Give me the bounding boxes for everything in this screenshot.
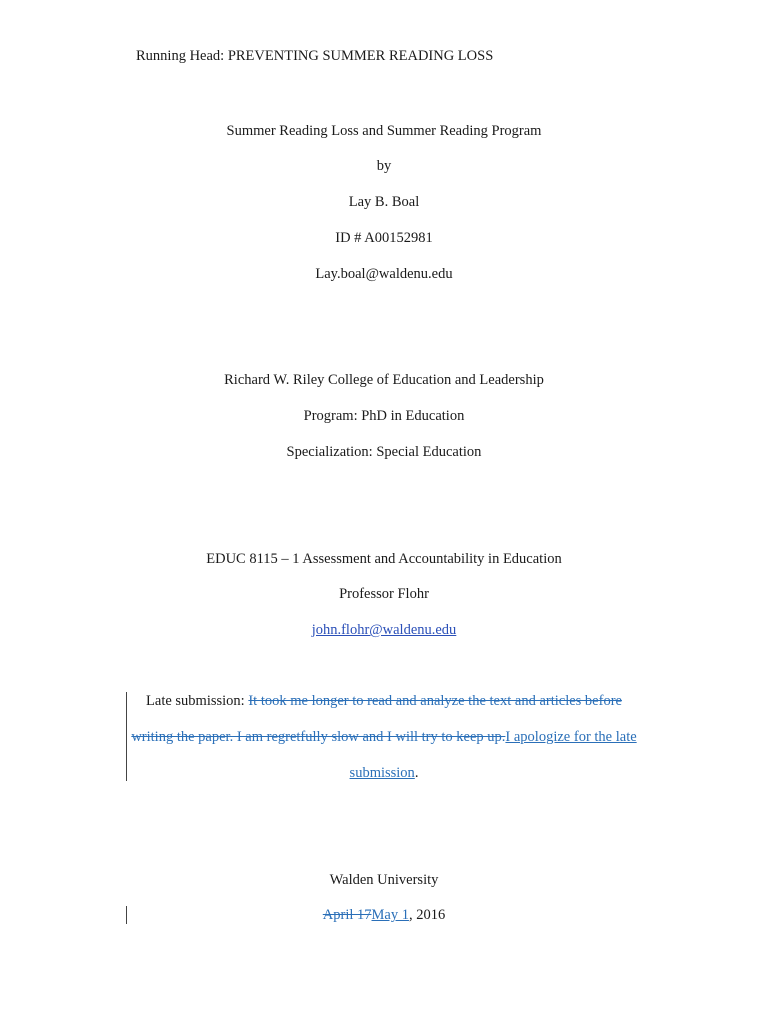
late-note-line-2 bbox=[0, 728, 768, 746]
university-name: Walden University bbox=[329, 872, 439, 888]
student-id: ID # A00152981 bbox=[335, 230, 433, 246]
program-name: Program: PhD in Education bbox=[303, 408, 465, 424]
professor-name: Professor Flohr bbox=[339, 586, 429, 602]
course-name: EDUC 8115 – 1 Assessment and Accountability in Education bbox=[206, 551, 562, 567]
college-name: Richard W. Riley College of Education and Leadership bbox=[224, 372, 544, 388]
professor-email-link[interactable]: john.flohr@waldenu.edu bbox=[311, 622, 457, 638]
late-note-line-1 bbox=[0, 692, 768, 710]
paper-title: Summer Reading Loss and Summer Reading Program bbox=[226, 123, 542, 139]
late-note-deleted-1: It took me longer to read and analyze the text and articles before bbox=[248, 693, 622, 709]
late-note-inserted-2: submission bbox=[349, 765, 415, 781]
late-note-label: Late submission: bbox=[146, 693, 249, 709]
date-deleted: April 17 bbox=[322, 907, 372, 923]
late-note-line-3 bbox=[0, 764, 768, 782]
submission-date bbox=[0, 906, 768, 924]
by-line: by bbox=[376, 158, 392, 174]
specialization-name: Specialization: Special Education bbox=[286, 444, 482, 460]
late-note-deleted-2: writing the paper. I am regretfully slow and I will try to keep up. bbox=[131, 729, 506, 745]
late-note-inserted-1: I apologize for the late bbox=[505, 729, 637, 745]
date-inserted: May 1 bbox=[371, 907, 409, 923]
date-rest: , 2016 bbox=[408, 907, 446, 923]
author-email: Lay.boal@waldenu.edu bbox=[315, 266, 453, 282]
late-note-end-punct: . bbox=[414, 765, 419, 781]
professor-email-line bbox=[0, 621, 768, 639]
author-name: Lay B. Boal bbox=[348, 194, 420, 210]
running-head: Running Head: PREVENTING SUMMER READING LOSS bbox=[136, 48, 494, 64]
